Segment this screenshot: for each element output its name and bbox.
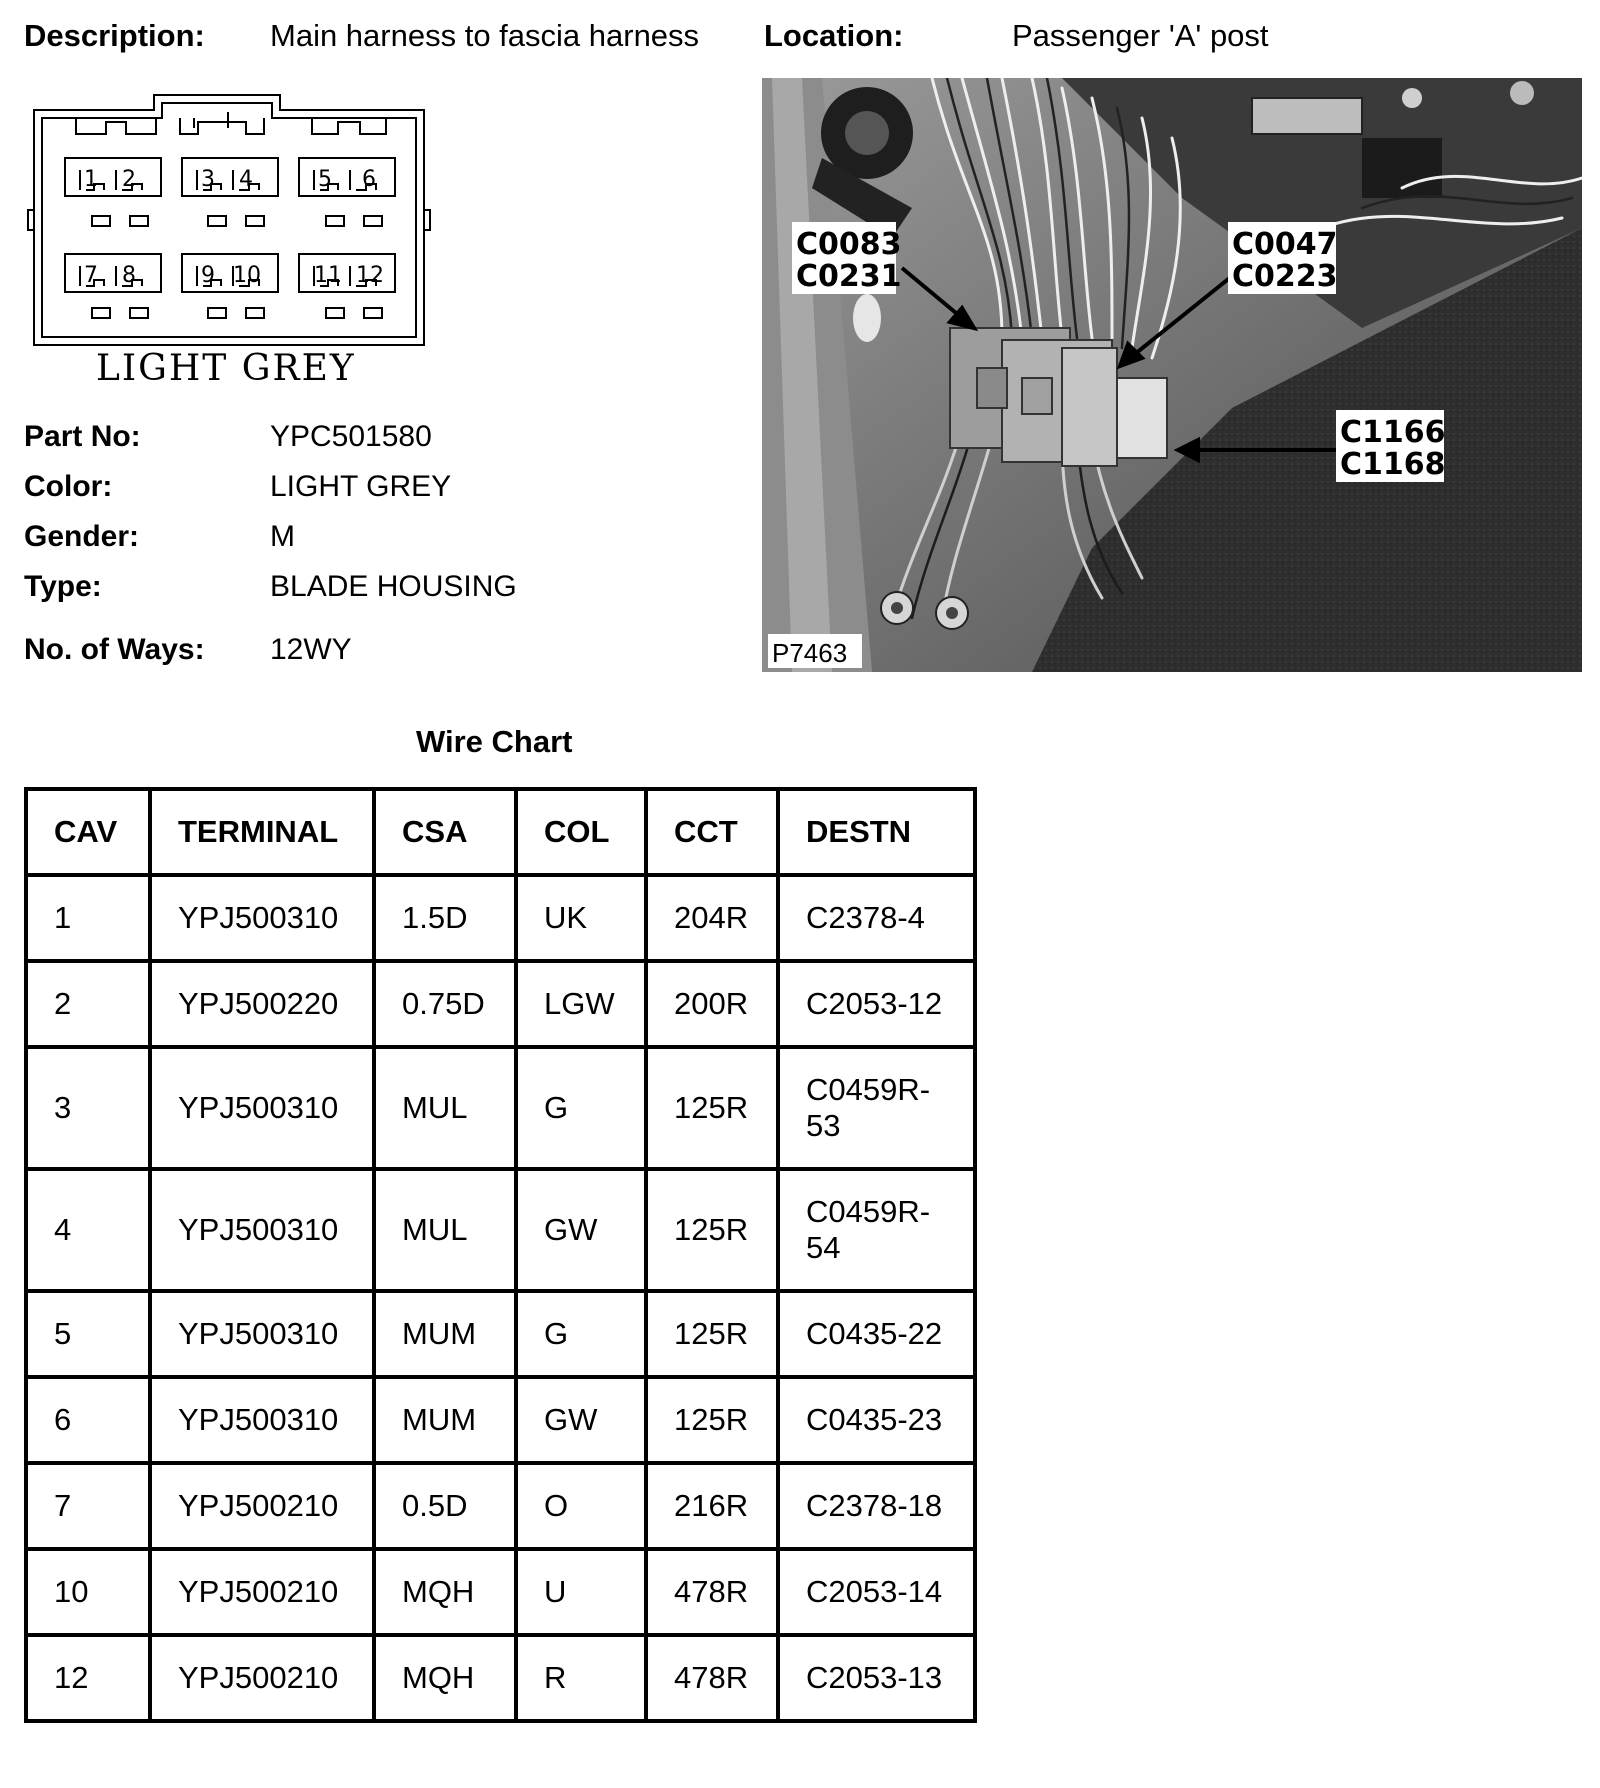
table-cell: 0.75D [374, 961, 516, 1047]
pin-number: 9 [201, 263, 215, 288]
pin-number: 1 [84, 167, 98, 192]
table-cell: C2053-14 [778, 1549, 975, 1635]
table-header-row [26, 789, 975, 875]
table-cell: 478R [646, 1635, 778, 1721]
ways-value: 12WY [270, 633, 352, 666]
table-cell: UK [516, 875, 646, 961]
column-header-csa: CSA [374, 789, 516, 875]
pin-number: 10 [233, 263, 261, 288]
table-row [26, 1047, 975, 1169]
table-cell: LGW [516, 961, 646, 1047]
table-cell: YPJ500310 [150, 1377, 374, 1463]
column-header-terminal: TERMINAL [150, 789, 374, 875]
table-cell: MUM [374, 1377, 516, 1463]
table-cell: 2 [26, 961, 150, 1047]
table-cell: 1 [26, 875, 150, 961]
table-cell: MQH [374, 1549, 516, 1635]
pin-number: 2 [122, 167, 136, 192]
table-cell: C0435-23 [778, 1377, 975, 1463]
table-cell: 125R [646, 1169, 778, 1291]
table-cell: 12 [26, 1635, 150, 1721]
table-cell: O [516, 1463, 646, 1549]
column-header-destn: DESTN [778, 789, 975, 875]
table-cell: MUM [374, 1291, 516, 1377]
table-cell: 7 [26, 1463, 150, 1549]
table-cell: MUL [374, 1169, 516, 1291]
table-cell: C2053-12 [778, 961, 975, 1047]
table-cell: 0.5D [374, 1463, 516, 1549]
description-value: Main harness to fascia harness [270, 18, 700, 53]
table-cell: 6 [26, 1377, 150, 1463]
table-cell: YPJ500310 [150, 1047, 374, 1169]
table-cell: YPJ500210 [150, 1549, 374, 1635]
table-cell: 3 [26, 1047, 150, 1169]
pin-number: 5 [318, 167, 332, 192]
harness-photo-graphic [762, 78, 1582, 672]
location-value: Passenger 'A' post [1012, 18, 1269, 53]
wire-chart-title: Wire Chart [416, 724, 573, 759]
table-cell: 478R [646, 1549, 778, 1635]
column-header-cct: CCT [646, 789, 778, 875]
table-row [26, 875, 975, 961]
table-cell: GW [516, 1169, 646, 1291]
type-label: Type: [24, 570, 102, 603]
table-row [26, 961, 975, 1047]
table-cell: GW [516, 1377, 646, 1463]
connector-face-diagram [20, 90, 440, 395]
table-cell: YPJ500210 [150, 1463, 374, 1549]
location-photo [762, 78, 1582, 672]
connector-outline-graphic [20, 90, 440, 395]
callout-label: C0083 [796, 227, 902, 262]
table-cell: U [516, 1549, 646, 1635]
table-row [26, 1377, 975, 1463]
table-cell: MUL [374, 1047, 516, 1169]
pin-number: 8 [122, 263, 136, 288]
table-cell: YPJ500310 [150, 1291, 374, 1377]
pin-number: 12 [356, 263, 384, 288]
description-label: Description: [24, 18, 205, 53]
gender-value: M [270, 520, 295, 553]
table-cell: C2053-13 [778, 1635, 975, 1721]
table-cell: MQH [374, 1635, 516, 1721]
callout-label: C0231 [796, 259, 902, 294]
type-value: BLADE HOUSING [270, 570, 517, 603]
table-cell: G [516, 1291, 646, 1377]
table-cell: 204R [646, 875, 778, 961]
table-cell: C2378-4 [778, 875, 975, 961]
photo-id-label: P7463 [772, 638, 848, 668]
table-cell: R [516, 1635, 646, 1721]
part-no-value: YPC501580 [270, 420, 432, 453]
column-header-cav: CAV [26, 789, 150, 875]
table-row [26, 1549, 975, 1635]
callout-label: C0047 [1232, 227, 1338, 262]
table-cell: C0459R-53 [778, 1047, 975, 1169]
ways-label: No. of Ways: [24, 633, 205, 666]
color-value: LIGHT GREY [270, 470, 452, 503]
table-cell: YPJ500210 [150, 1635, 374, 1721]
table-cell: YPJ500310 [150, 875, 374, 961]
table-row [26, 1291, 975, 1377]
table-cell: 5 [26, 1291, 150, 1377]
pin-number: 3 [201, 167, 215, 192]
pin-number: 4 [239, 167, 253, 192]
table-cell: C2378-18 [778, 1463, 975, 1549]
color-label: Color: [24, 470, 113, 503]
callout-label: C1168 [1340, 447, 1446, 482]
wire-chart-table [24, 787, 977, 1723]
table-cell: 200R [646, 961, 778, 1047]
table-cell: 216R [646, 1463, 778, 1549]
table-cell: G [516, 1047, 646, 1169]
location-label: Location: [764, 18, 904, 53]
part-no-label: Part No: [24, 420, 141, 453]
table-cell: YPJ500220 [150, 961, 374, 1047]
table-row [26, 1169, 975, 1291]
table-cell: 125R [646, 1377, 778, 1463]
table-cell: C0435-22 [778, 1291, 975, 1377]
column-header-col: COL [516, 789, 646, 875]
table-cell: 10 [26, 1549, 150, 1635]
table-cell: 125R [646, 1047, 778, 1169]
connector-color-label: LIGHT GREY [96, 348, 356, 389]
callout-label: C1166 [1340, 415, 1446, 450]
pin-number: 11 [314, 263, 342, 288]
callout-label: C0223 [1232, 259, 1338, 294]
table-cell: 1.5D [374, 875, 516, 961]
table-cell: YPJ500310 [150, 1169, 374, 1291]
table-row [26, 1635, 975, 1721]
pin-number: 7 [84, 263, 98, 288]
table-cell: C0459R-54 [778, 1169, 975, 1291]
table-cell: 125R [646, 1291, 778, 1377]
table-cell: 4 [26, 1169, 150, 1291]
gender-label: Gender: [24, 520, 140, 553]
table-row [26, 1463, 975, 1549]
pin-number: 6 [362, 167, 376, 192]
